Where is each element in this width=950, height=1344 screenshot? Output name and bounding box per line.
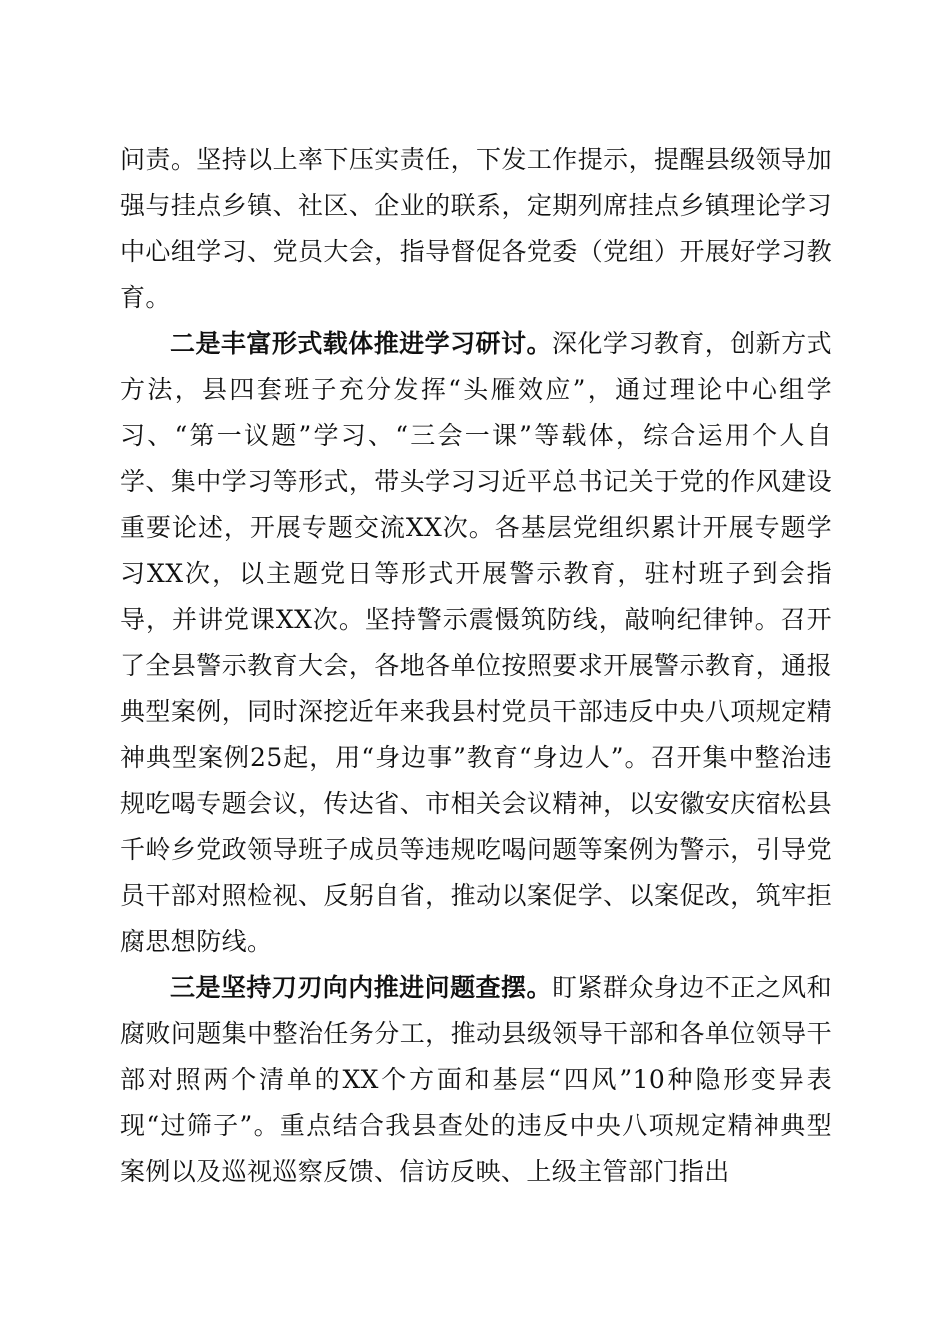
paragraph-problem-check	[120, 965, 832, 1195]
paragraph-lead-heading: 二是丰富形式载体推进学习研讨。	[170, 329, 552, 358]
paragraph-text: 问责。坚持以上率下压实责任，下发工作提示，提醒县级领导加强与挂点乡镇、社区、企业的联系，定期列席挂点乡镇理论学习中心组学习、党员大会，指导督促各党委（党组）开展好学习教育。	[120, 145, 832, 312]
document-body	[120, 137, 832, 1195]
paragraph-lead-heading: 三是坚持刀刃向内推进问题查摆。	[170, 973, 552, 1002]
paragraph-continuation	[120, 137, 832, 321]
paragraph-text: 深化学习教育，创新方式方法，县四套班子充分发挥“头雁效应”，通过理论中心组学习、“第一议题”学习、“三会一课”等载体，综合运用个人自学、集中学习等形式，带头学习习近平总书记关于党的作风建设重要论述，开展专题交流XX次。各基层党组织累计开展专题学习XX次，以主题党日等形式开展警示教育，驻村班子到会指导，并讲党课XX次。坚持警示震慑筑防线，敲响纪律钟。召开了全县警示教育大会，各地各单位按照要求开展警示教育，通报典型案例，同时深挖近年来我县村党员干部违反中央八项规定精神典型案例25起，用“身边事”教育“身边人”。召开集中整治违规吃喝专题会议，传达省、市相关会议精神，以安徽安庆宿松县千岭乡党政领导班子成员等违规吃喝问题等案例为警示，引导党员干部对照检视、反躬自省，推动以案促学、以案促改，筑牢拒腐思想防线。	[120, 329, 832, 956]
paragraph-study-discussion	[120, 321, 832, 965]
paragraph-text: 盯紧群众身边不正之风和腐败问题集中整治任务分工，推动县级领导干部和各单位领导干部对照两个清单的XX个方面和基层“四风”10种隐形变异表现“过筛子”。重点结合我县查处的违反中央八项规定精神典型案例以及巡视巡察反馈、信访反映、上级主管部门指出	[120, 973, 832, 1186]
